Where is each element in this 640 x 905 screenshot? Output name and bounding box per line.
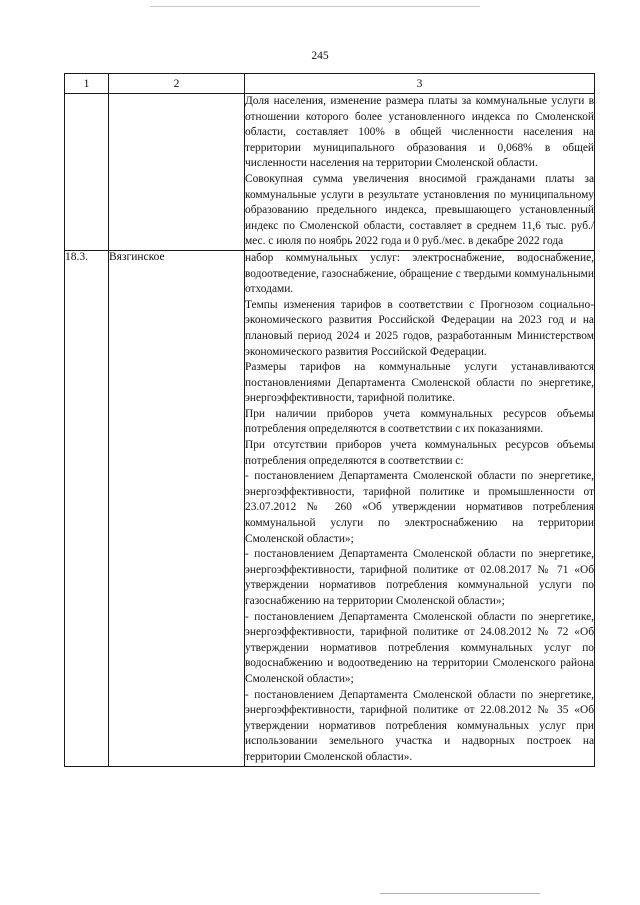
row-content	[245, 250, 595, 766]
paragraph: При наличии приборов учета коммунальных ресурсов объемы потребления определяются в соответствии с их показаниями.	[245, 407, 594, 436]
municipality-name	[109, 94, 245, 251]
table-header-row	[65, 74, 595, 94]
page-number: 245	[311, 50, 329, 62]
column-header-2: 2	[109, 74, 245, 94]
paragraph: Темпы изменения тарифов в соответствии с Прогнозом социально-экономического развития Российской Федерации на 2023 год и на плановый период 2024 и 2025 годов, разработанным Министерством экономического развития Российской Федерации.	[245, 298, 594, 358]
paragraph: - постановлением Департамента Смоленской области по энергетике, энергоэффективности, тарифной политике от 24.08.2012 № 72 «Об утверждении нормативов потребления коммунальных услуг по водоснабжению и водоотведению на территории Смоленского района Смоленской области»;	[245, 610, 594, 685]
row-content	[245, 94, 595, 251]
scan-artifact-top	[150, 6, 480, 7]
paragraph: - постановлением Департамента Смоленской области по энергетике, энергоэффективности, тарифной политике и промышленности от 23.07.2012 № 260 «Об утверждении нормативов потребления коммунальной услуги по электроснабжению на территории Смоленской области»;	[245, 470, 594, 545]
table-row	[65, 94, 595, 251]
row-number: 18.3.	[65, 250, 109, 766]
paragraph: - постановлением Департамента Смоленской области по энергетике, энергоэффективности, тарифной политике от 22.08.2012 № 35 «Об утверждении нормативов потребления коммунальных услуг при использовании земельного участка и надворных построек на территории Смоленской области».	[245, 688, 594, 763]
column-header-1: 1	[65, 74, 109, 94]
paragraph: Совокупная сумма увеличения вносимой гражданами платы за коммунальные услуги в результате установления по муниципальному образованию предельного индекса, превышающего установленный индекс по Смоленской области, составляет в среднем 11,6 тыс. руб./мес. с июля по ноябрь 2022 года и 0 руб./мес. в декабре 2022 года	[245, 172, 594, 248]
row-number	[65, 94, 109, 251]
paragraph: При отсутствии приборов учета коммунальных ресурсов объемы потребления определяются в соответствии с:	[245, 439, 594, 467]
column-header-3: 3	[245, 74, 595, 94]
paragraph: Доля населения, изменение размера платы за коммунальные услуги в отношении которого более установленного индекса по Смоленской области, составляет 100% в общей численности населения на территории муниципального образования и 0,068% в общей численности населения на территории Смоленской области.	[245, 95, 594, 170]
tariff-table	[64, 73, 595, 767]
table-row	[65, 250, 595, 766]
municipality-name: Вязгинское	[109, 250, 245, 766]
paragraph: - постановлением Департамента Смоленской области по энергетике, энергоэффективности, тарифной политике от 02.08.2017 № 71 «Об утверждении нормативов потребления коммунальной услуги по газоснабжению на территории Смоленской области»;	[245, 548, 594, 607]
scan-artifact-bottom	[380, 893, 540, 894]
paragraph: Размеры тарифов на коммунальные услуги устанавливаются постановлениями Департамента Смоленской области по энергетике, энергоэффективности, тарифной политике.	[245, 361, 594, 405]
paragraph: набор коммунальных услуг: электроснабжение, водоснабжение, водоотведение, газоснабжение, обращение с твердыми коммунальными отходами.	[245, 251, 594, 296]
